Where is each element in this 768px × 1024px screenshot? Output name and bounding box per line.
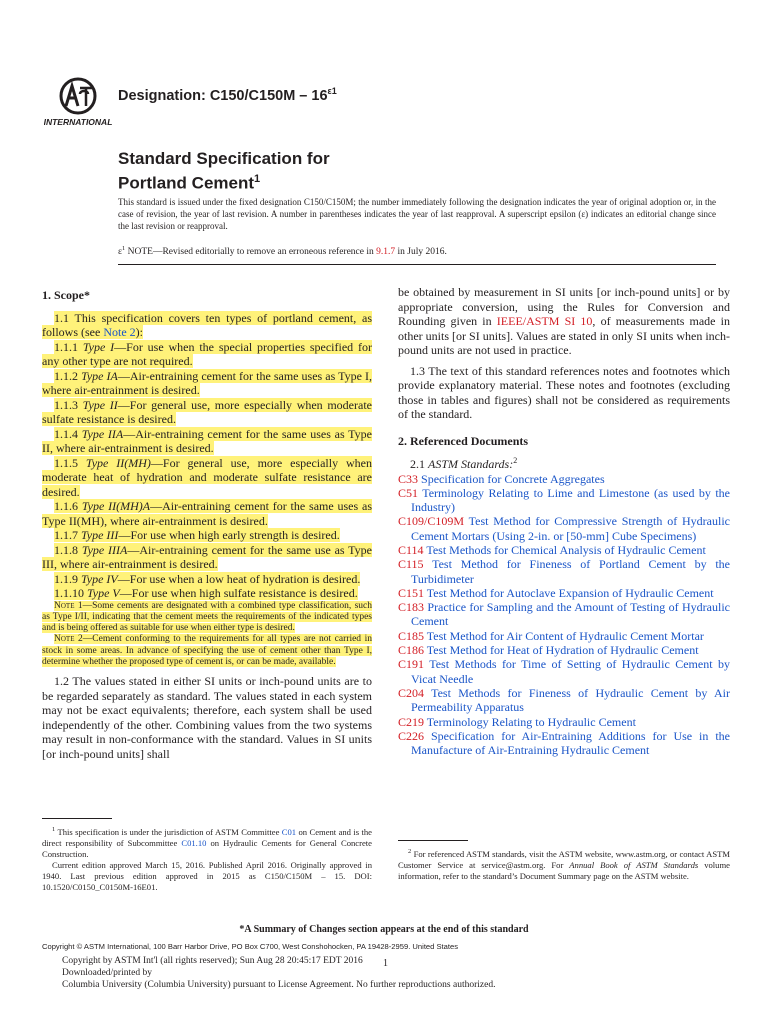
item-1-1-10 — [42, 586, 372, 601]
note-text: 2—Cement conforming to the requirements for all types are not carried in stock in some areas. In advance of specifying the use of cement other than Type I, determine whether the proposed type of cement is, or can be made, available. — [42, 634, 372, 667]
item-num: 1.1.3 — [54, 397, 83, 412]
ref-code[interactable]: C183 — [398, 600, 425, 615]
footnote-1-text-b: on Cement and is the direct responsibility of Subcommittee — [42, 826, 372, 848]
ref-title[interactable]: Terminology Relating to Lime and Limestone (as used by the Industry) — [411, 485, 730, 515]
ref-code[interactable]: C114 — [398, 542, 424, 557]
right-column — [398, 285, 730, 757]
epsilon-sup: 1 — [122, 245, 126, 252]
ref-c33[interactable] — [398, 472, 730, 486]
ref-title[interactable]: Test Methods for Time of Setting of Hydraulic Cement by Vicat Needle — [411, 657, 730, 686]
item-num: 1.1.6 — [54, 499, 82, 513]
title-footnote-ref[interactable]: 1 — [254, 173, 261, 185]
ref-code[interactable]: C109/C109M — [398, 514, 465, 529]
item-1-1-7 — [42, 528, 372, 543]
designation-text: Designation: C150/C150M – 16 — [118, 87, 328, 104]
ref-c114[interactable] — [398, 543, 730, 557]
item-1-1-3 — [42, 398, 372, 427]
para-1-2: 1.2 The values stated in either SI units or inch-pound units are to be regarded separately as standard. The values stated in each system may not be exact equivalents; therefore, each system shall be used independently of the other. Combining values from the two systems may result in non-conformance with the standard. Values in SI units [or inch-pound units] shall — [42, 674, 372, 761]
footnote-divider-right — [398, 840, 468, 841]
ref-code[interactable]: C33 — [398, 471, 419, 486]
ref-c183[interactable] — [398, 600, 730, 629]
ref-title[interactable]: Practice for Sampling and the Amount of Testing of Hydraulic Cement — [411, 600, 730, 629]
item-type: Type IIA — [81, 426, 124, 441]
item-text: —Air-entraining cement for the same uses as Type I, where air-entrainment is desired. — [42, 368, 372, 397]
subsection-2-1 — [398, 454, 730, 472]
summary-of-changes-notice: *A Summary of Changes section appears at the end of this standard — [239, 924, 529, 935]
item-text: —For use when high early strength is desired. — [118, 528, 340, 542]
download-stamp-line-3: Columbia University (Columbia University) pursuant to License Agreement. No further reproductions authorized. — [62, 980, 496, 990]
download-stamp-line-2: Downloaded/printed by — [62, 968, 152, 978]
item-1-1-9 — [42, 572, 372, 587]
section-heading-scope: 1. Scope* — [42, 288, 90, 302]
ref-c226[interactable] — [398, 729, 730, 758]
editorial-note-text: NOTE—Revised editorially to remove an erroneous reference in — [125, 247, 377, 258]
item-type: Type III — [81, 528, 119, 542]
designation-sup: ε1 — [327, 86, 337, 96]
item-type: Type IA — [81, 368, 118, 383]
item-text: —For use when high sulfate resistance is desired. — [119, 586, 358, 600]
ref-title[interactable]: Test Method for Fineness of Portland Cement by the Turbidimeter — [411, 557, 730, 586]
footnote-2-marker: 2 — [408, 848, 412, 855]
section-heading-referenced-documents: 2. Referenced Documents — [398, 433, 529, 448]
item-num: 1.1.7 — [54, 528, 81, 542]
footnote-divider-left — [42, 818, 112, 819]
para-1-2-cont-text: be obtained by measurement in SI units [or inch-pound units] or by appropriate conversion, using the Rules for Conversion and Rounding given in — [398, 285, 730, 328]
issuance-statement: This standard is issued under the fixed designation C150/C150M; the number immediately following the designation indicates the year of original adoption or, in the case of revision, the year of last revision. A number in parentheses indicates the year of last reapproval. A superscript epsilon (ε) indicates an editorial change since the last revision or reapproval. — [118, 197, 716, 232]
item-1-1-8 — [42, 543, 372, 572]
item-text: —Air-entraining cement for the same uses as Type II(MH), where air-entrainment is desired. — [42, 499, 372, 528]
ref-code[interactable]: C204 — [398, 685, 425, 700]
editorial-note — [118, 245, 716, 257]
footnote-2-italic: Annual Book of ASTM Standards — [569, 859, 699, 870]
footnote-2-text-a: For referenced ASTM standards, visit the ASTM website, www.astm.org, or contact ASTM Customer Service at service@astm.org. For — [398, 848, 730, 870]
download-stamp-line-1: Copyright by ASTM Int'l (all rights reserved); Sun Aug 28 20:45:17 EDT 2016 — [62, 956, 363, 966]
item-1-1-1 — [42, 340, 372, 369]
note-text: 1—Some cements are designated with a combined type classification, such as Type I/II, indicating that the cement meets the requirements of the indicated types and is being offered as suitable for use when either type is desired. — [42, 600, 372, 634]
item-num: 1.1.4 — [54, 426, 82, 441]
item-text: —For general use, more especially when moderate heat of hydration and moderate sulfate resistance are desired. — [42, 455, 372, 499]
note-1 — [42, 601, 372, 635]
ref-c115[interactable] — [398, 557, 730, 586]
para-1-2-cont-end: , of measurements made in other units [or SI units]. Values are stated in only SI units when inch-pound units are not used in practice. — [398, 314, 730, 357]
download-stamp — [62, 955, 495, 991]
item-text: —Air-entraining cement for the same uses as Type II, where air-entrainment is desired. — [42, 426, 372, 455]
ref-code[interactable]: C191 — [398, 657, 425, 672]
title-line-1: Standard Specification for — [118, 149, 330, 168]
copyright-line: Copyright © ASTM International, 100 Barr Harbor Drive, PO Box C700, West Conshohocken, PA 19428-2959. United States — [42, 942, 459, 951]
para-1-2-continued — [398, 285, 730, 358]
ref-code[interactable]: C115 — [398, 557, 424, 572]
link-committee-c01[interactable]: C01 — [281, 826, 297, 837]
ref-title[interactable]: Specification for Air-Entraining Additions for Use in the Manufacture of Air-Entraining Hydraulic Cement — [411, 728, 730, 758]
note-label: Note — [54, 634, 75, 645]
para-1-1-end: ): — [135, 325, 143, 339]
ref-c51[interactable] — [398, 486, 730, 515]
item-num: 1.1.1 — [54, 339, 83, 354]
item-num: 1.1.10 — [54, 586, 87, 600]
editorial-note-suffix: in July 2016. — [395, 247, 447, 258]
item-type: Type II(MH) — [85, 455, 151, 470]
left-column — [42, 288, 372, 761]
item-1-1-6 — [42, 499, 372, 528]
ref-code[interactable]: C185 — [398, 628, 425, 643]
footnote-2-p1 — [398, 846, 730, 882]
footnote-1-marker: 1 — [52, 826, 56, 833]
footnote-2-text-b: volume information, refer to the standard’s Document Summary page on the ASTM website. — [398, 859, 730, 881]
para-1-1 — [42, 311, 372, 340]
item-1-1-4 — [42, 427, 372, 456]
footnote-1-text-a: This specification is under the jurisdiction of ASTM Committee — [55, 826, 282, 837]
subsection-num: 2.1 — [410, 457, 428, 471]
item-num: 1.1.8 — [54, 542, 82, 557]
ref-c219[interactable] — [398, 715, 730, 729]
ref-code[interactable]: C219 — [398, 714, 425, 729]
item-1-1-5 — [42, 456, 372, 500]
item-num: 1.1.5 — [54, 455, 86, 470]
item-text: —For use when the special properties specified for any other type are not required. — [42, 339, 373, 368]
designation — [118, 86, 337, 104]
link-ieee-astm-si-10[interactable]: IEEE/ASTM SI 10 — [496, 314, 593, 328]
item-num: 1.1.2 — [54, 368, 82, 383]
link-9-1-7[interactable]: 9.1.7 — [376, 247, 396, 258]
item-type: Type I — [82, 339, 115, 354]
ref-code[interactable]: C151 — [398, 585, 425, 600]
ref-c204[interactable] — [398, 686, 730, 715]
ref-code[interactable]: C226 — [398, 728, 425, 743]
note-label: Note — [54, 600, 75, 611]
footnote-ref-2[interactable]: 2 — [513, 456, 518, 465]
ref-c191[interactable] — [398, 657, 730, 686]
ref-c151[interactable] — [398, 586, 730, 600]
para-1-1-text: 1.1 This specification covers ten types of portland cement, as follows (see — [42, 310, 372, 339]
item-type: Type II — [82, 397, 118, 412]
para-1-3: 1.3 The text of this standard references notes and footnotes which provide explanatory material. These notes and footnotes (excluding those in tables and figures) shall not be considered as requirements of the standard. — [398, 363, 730, 421]
ref-title[interactable]: Test Methods for Fineness of Hydraulic Cement by Air Permeability Apparatus — [411, 685, 730, 715]
item-type: Type IIIA — [81, 542, 128, 557]
ref-c109[interactable] — [398, 514, 730, 543]
item-text: —For use when a low heat of hydration is desired. — [117, 571, 361, 586]
epsilon: ε — [118, 247, 122, 258]
page-number: 1 — [383, 958, 388, 969]
ref-title[interactable]: Specification for Concrete Aggregates — [418, 471, 605, 486]
footnote-1-p2: Current edition approved March 15, 2016. Published April 2016. Originally approved in 1940. Last previous edition approved in 2015 as C150/C150M – 15. DOI: 10.1520/C0150_C0150M-16E01. — [42, 859, 372, 892]
subsection-label: ASTM Standards: — [428, 457, 514, 471]
item-type: Type V — [87, 586, 120, 600]
item-text: —For general use, more especially when moderate sulfate resistance is desired. — [42, 397, 372, 426]
title-line-2: Portland Cement — [118, 173, 255, 193]
footnote-2 — [398, 846, 730, 882]
logo-text: INTERNATIONAL — [44, 117, 112, 127]
ref-title[interactable]: Test Method for Heat of Hydration of Hydraulic Cement — [424, 643, 699, 658]
item-1-1-2 — [42, 369, 372, 398]
link-note-2[interactable]: Note 2 — [103, 325, 136, 339]
ref-c186[interactable] — [398, 643, 730, 657]
item-text: —Air-entraining cement for the same use as Type III, where air-entrainment is desired. — [42, 542, 373, 571]
ref-title[interactable]: Terminology Relating to Hydraulic Cement — [424, 714, 636, 729]
ref-code[interactable]: C51 — [398, 485, 419, 500]
ref-title[interactable]: Test Methods for Chemical Analysis of Hydraulic Cement — [423, 542, 706, 557]
header-divider — [118, 264, 716, 265]
item-type: Type IV — [81, 571, 118, 586]
ref-title[interactable]: Test Method for Autoclave Expansion of Hydraulic Cement — [424, 585, 714, 600]
document-title — [118, 148, 330, 194]
astm-logo — [44, 76, 112, 128]
footnote-1-text-c: on Hydraulic Cements for General Concrete Construction. — [42, 837, 373, 859]
item-type: Type II(MH)A — [81, 499, 151, 513]
footnote-1-p1 — [42, 824, 372, 860]
item-num: 1.1.9 — [54, 571, 81, 586]
ref-code[interactable]: C186 — [398, 643, 425, 658]
ref-c185[interactable] — [398, 629, 730, 643]
ref-title[interactable]: Test Method for Compressive Strength of Hydraulic Cement Mortars (Using 2-in. or [50-mm] Cube Specimens) — [411, 514, 730, 543]
footnote-1 — [42, 824, 372, 893]
note-2 — [42, 634, 372, 668]
link-subcommittee-c01-10[interactable]: C01.10 — [181, 837, 207, 848]
ref-title[interactable]: Test Method for Air Content of Hydraulic Cement Mortar — [424, 628, 704, 643]
